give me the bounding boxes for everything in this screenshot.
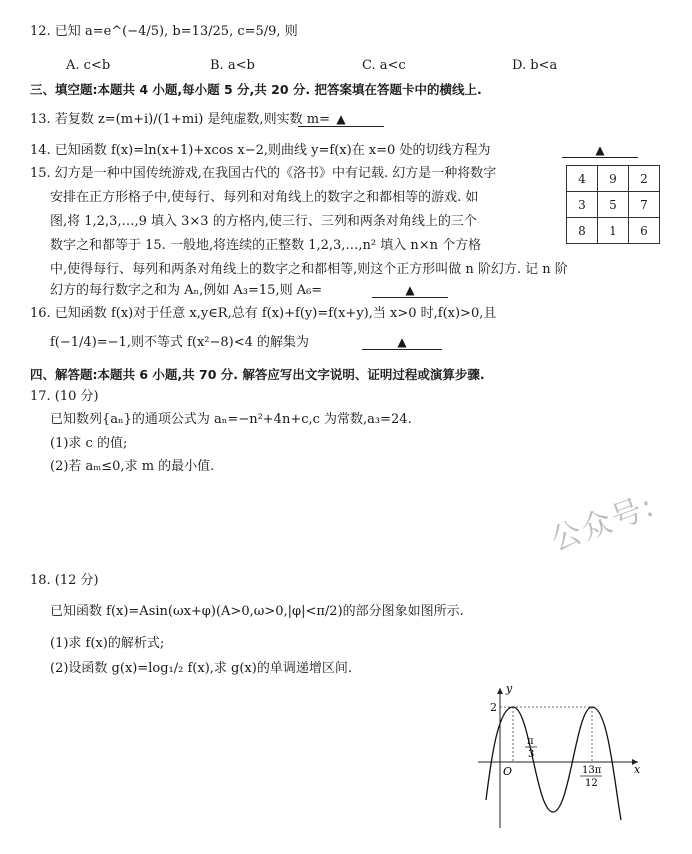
q17-stem: 已知数列{aₙ}的通项公式为 aₙ=−n²+4n+c,c 为常数,a₃=24.	[50, 412, 412, 427]
magic-cell: 5	[598, 192, 629, 218]
q14-text: 14. 已知函数 f(x)=ln(x+1)+xcos x−2,则曲线 y=f(x)在 x=0 处的切线方程为	[30, 143, 491, 158]
q16-line-2: f(−1/4)=−1,则不等式 f(x²−8)<4 的解集为	[50, 335, 310, 350]
q15-line-1: 15. 幻方是一种中国传统游戏,在我国古代的《洛书》中有记载. 幻方是一种将数字	[30, 166, 497, 181]
q15-answer-blank[interactable]	[372, 283, 448, 298]
q18-part-2: (2)设函数 g(x)=log₁/₂ f(x),求 g(x)的单调递增区间.	[50, 661, 352, 676]
sine-curve	[486, 707, 621, 820]
magic-cell: 2	[629, 166, 660, 192]
magic-cell: 7	[629, 192, 660, 218]
magic-cell: 1	[598, 218, 629, 244]
q18-title: 18. (12 分)	[30, 573, 99, 588]
x-axis-label: x	[634, 763, 641, 776]
answer-mark-icon: ▲	[595, 143, 605, 157]
magic-square-grid	[566, 165, 660, 244]
answer-mark-icon: ▲	[397, 335, 407, 349]
q15-line-6: 幻方的每行数字之和为 Aₙ,例如 A₃=15,则 A₆=	[50, 283, 323, 298]
magic-cell: 6	[629, 218, 660, 244]
q15-line-4: 数字之和都等于 15. 一般地,将连续的正整数 1,2,3,…,n² 填入 n×n 个方格	[50, 238, 482, 253]
section3-header: 三、填空题:本题共 4 小题,每小题 5 分,共 20 分. 把答案填在答题卡中的横线上.	[30, 82, 482, 97]
answer-mark-icon: ▲	[405, 283, 415, 297]
origin-label: O	[503, 765, 513, 778]
answer-mark-icon: ▲	[336, 112, 346, 126]
q15-line-5: 中,使得每行、每列和两条对角线上的数字之和都相等,则这个正方形叫做 n 阶幻方. 记 n 阶	[50, 262, 568, 277]
section4-header: 四、解答题:本题共 6 小题,共 70 分. 解答应写出文字说明、证明过程或演算步骤.	[30, 367, 485, 382]
tick1-numerator: π	[527, 736, 534, 747]
q12-stem: 12. 已知 a=e^(−4/5), b=13/25, c=5/9, 则	[30, 24, 298, 39]
q15-line-2: 安排在正方形格子中,使每行、每列和对角线上的数字之和都相等的游戏. 如	[50, 190, 479, 205]
q18-stem: 已知函数 f(x)=Asin(ωx+φ)(A>0,ω>0,|φ|<π/2)的部分图象如图所示.	[50, 604, 464, 619]
tick2-numerator: 13π	[582, 765, 602, 776]
q16-answer-blank[interactable]	[362, 335, 442, 350]
q17-part-2: (2)若 aₘ≤0,求 m 的最小值.	[50, 459, 215, 474]
q12-option-c: C. a<c	[362, 58, 406, 73]
watermark-text: 公众号:	[546, 488, 661, 559]
tick1-denominator: 3	[528, 749, 535, 760]
magic-cell: 9	[598, 166, 629, 192]
magic-cell: 4	[567, 166, 598, 192]
q15-line-3: 图,将 1,2,3,…,9 填入 3×3 的方格内,使三行、三列和两条对角线上的三个	[50, 214, 477, 229]
q13-text: 13. 若复数 z=(m+i)/(1+mi) 是纯虚数,则实数 m=	[30, 112, 330, 127]
magic-cell: 3	[567, 192, 598, 218]
q13-answer-blank[interactable]	[298, 112, 384, 127]
q12-option-d: D. b<a	[512, 58, 558, 73]
q12-option-a: A. c<b	[66, 58, 111, 73]
q14-answer-blank[interactable]	[562, 143, 638, 158]
y-axis-label: y	[506, 682, 513, 695]
q18-part-1: (1)求 f(x)的解析式;	[50, 636, 165, 651]
y-tick-label: 2	[490, 701, 497, 714]
q16-line-1: 16. 已知函数 f(x)对于任意 x,y∈R,总有 f(x)+f(y)=f(x+y),当 x>0 时,f(x)>0,且	[30, 306, 497, 321]
q12-option-b: B. a<b	[210, 58, 255, 73]
tick2-denominator: 12	[585, 778, 598, 789]
q17-part-1: (1)求 c 的值;	[50, 436, 128, 451]
magic-cell: 8	[567, 218, 598, 244]
q17-title: 17. (10 分)	[30, 389, 99, 404]
